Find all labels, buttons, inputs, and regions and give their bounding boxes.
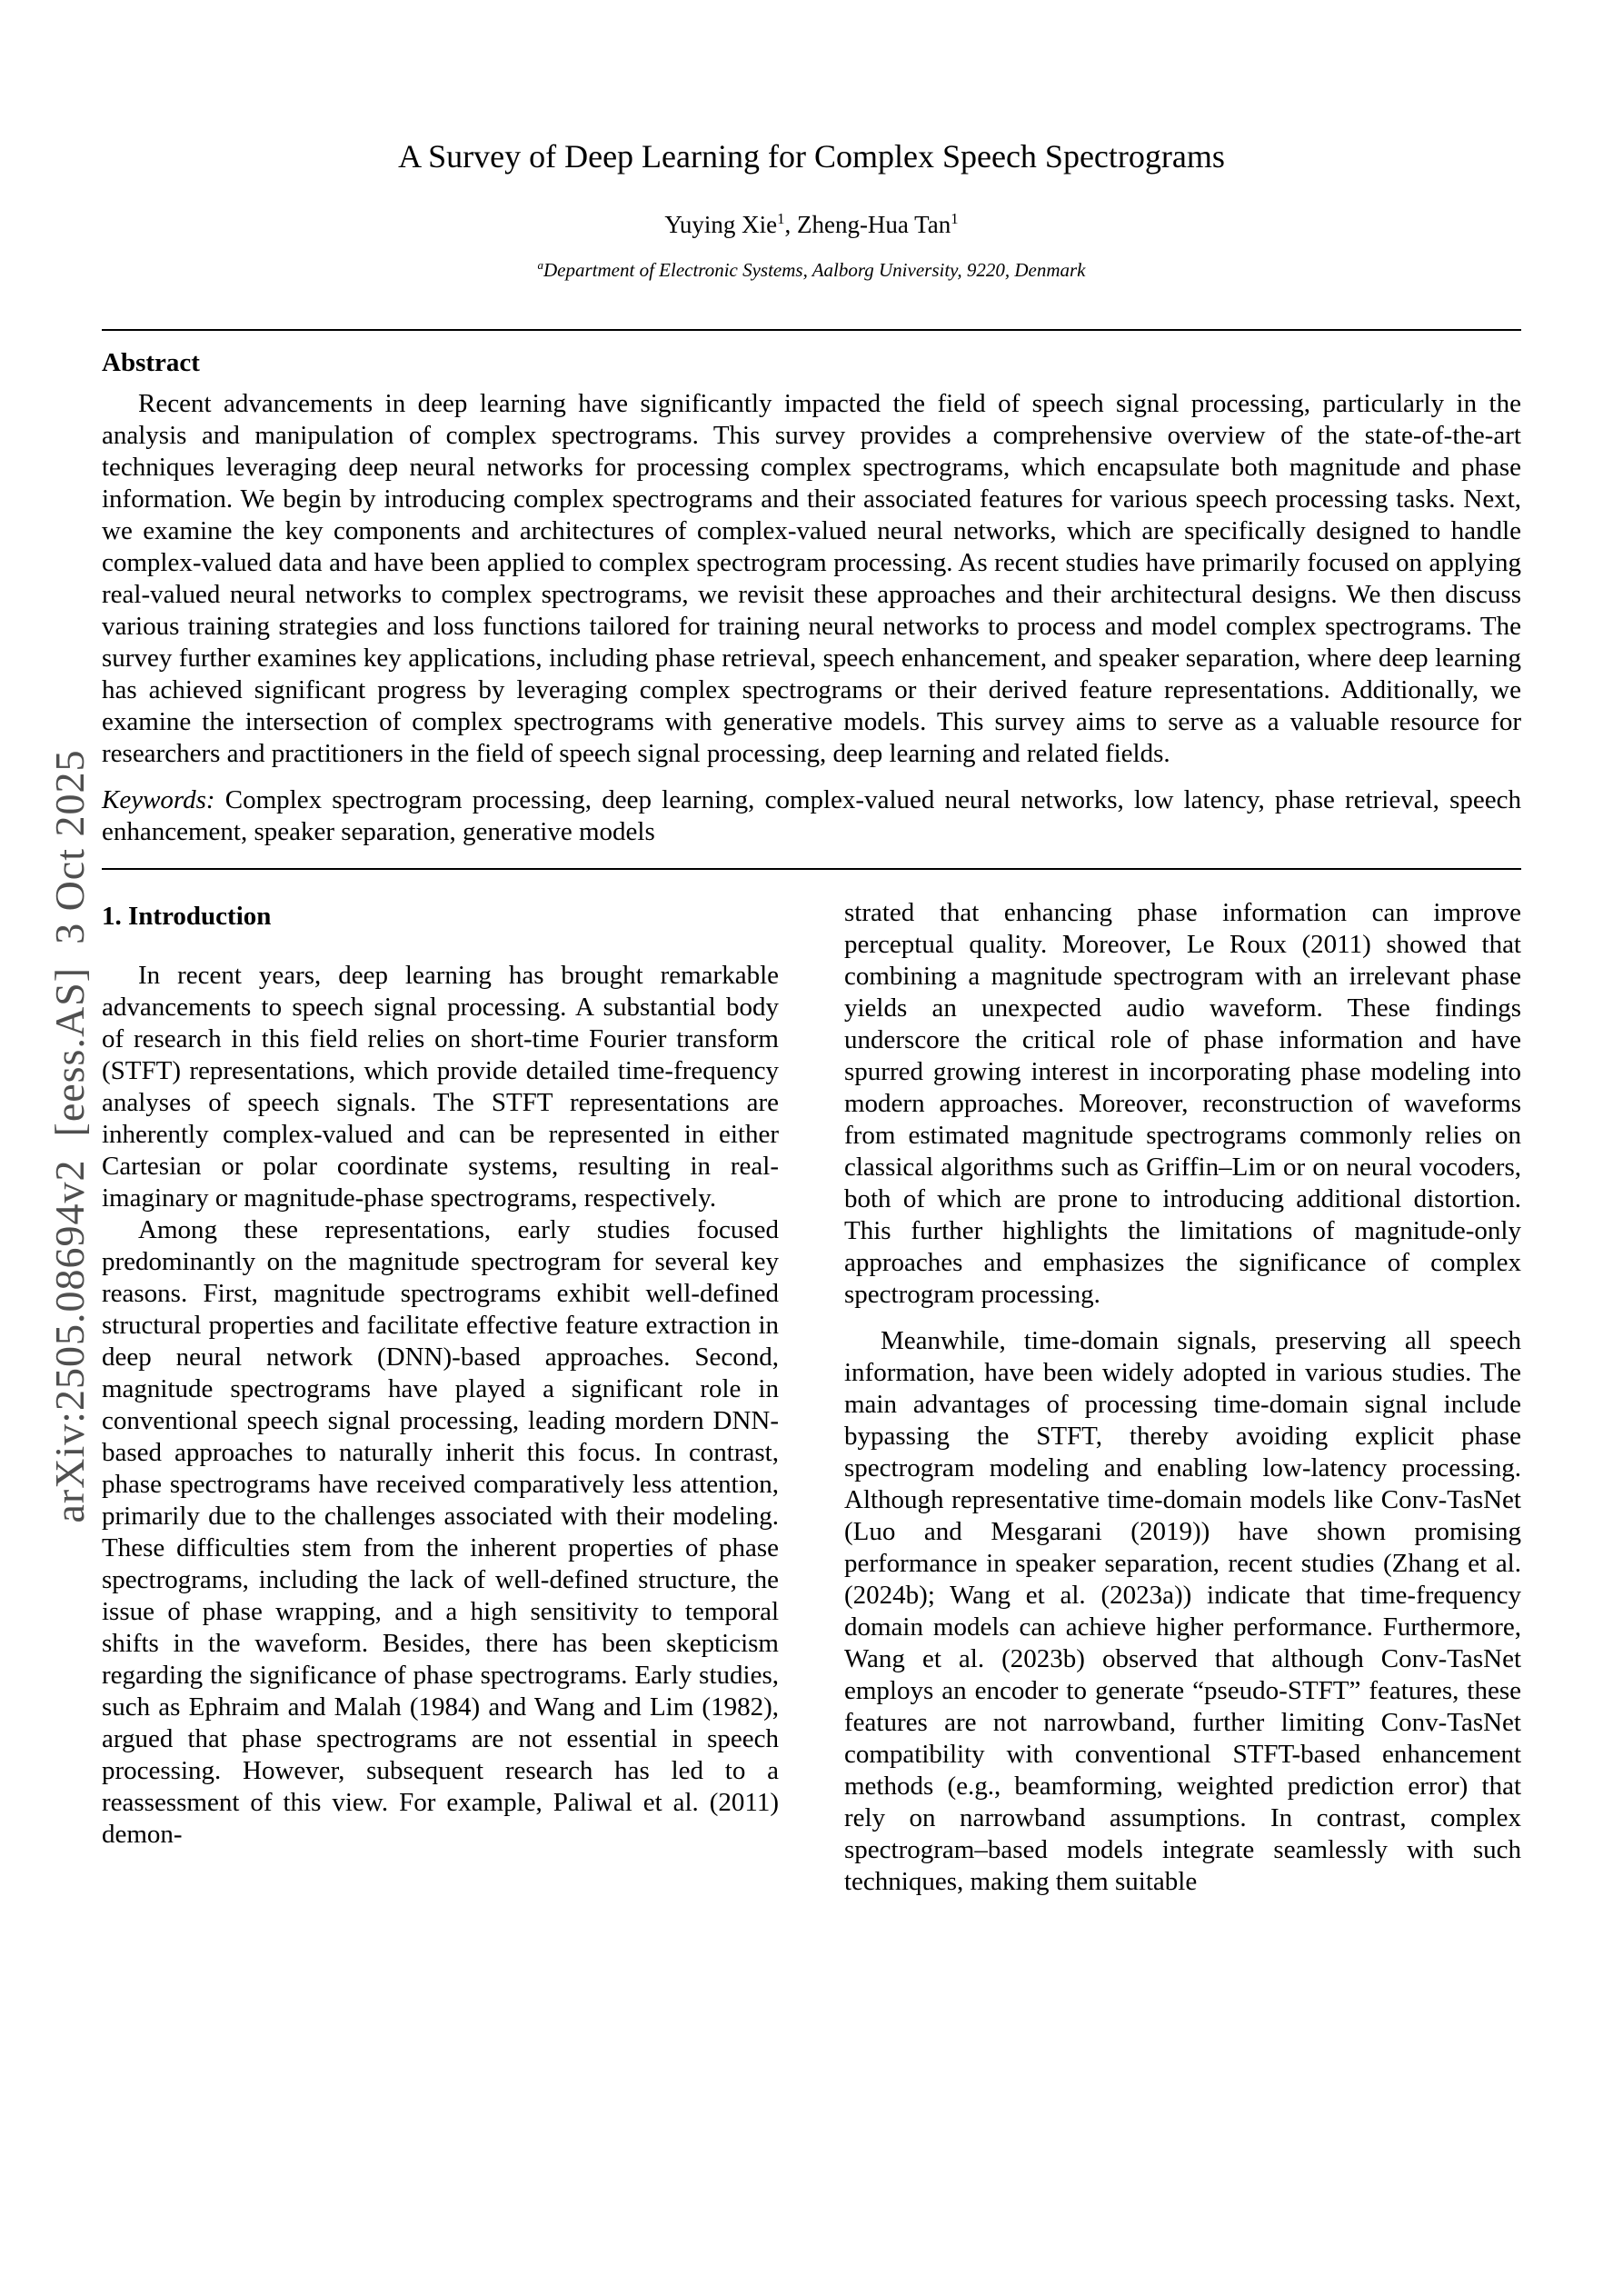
left-column [102,897,779,1898]
authors-line [102,209,1521,240]
keywords-label: Keywords: [102,785,215,814]
intro-paragraph-4: Meanwhile, time-domain signals, preserving all speech information, have been widely adopted in various studies. The main advantages of processing time-domain signal include bypassing the STFT, thereby avoiding explicit phase spectrogram modeling and enabling low-latency processing. Although representative time-domain models like Conv-TasNet (Luo and Mesgarani (2019)) have shown promising performance in speaker separation, recent studies (Zhang et al. (2024b); Wang et al. (2023a)) indicate that time-frequency domain models can achieve higher performance. Furthermore, Wang et al. (2023b) observed that although Conv-TasNet employs an encoder to generate “pseudo-STFT” features, these features are not narrowband, further limiting Conv-TasNet compatibility with conventional STFT-based enhancement methods (e.g., beamforming, weighted prediction error) that rely on narrowband assumptions. In contrast, complex spectrogram–based models integrate seamlessly with such techniques, making them suitable [844,1326,1521,1896]
arxiv-watermark: arXiv:2505.08694v2 [eess.AS] 3 Oct 2025 [46,749,93,1523]
keywords-line [102,784,1521,848]
body-columns [102,897,1521,1898]
affiliation-line [102,258,1521,282]
affiliation-mark: a [537,258,544,272]
abstract-text: Recent advancements in deep learning have significantly impacted the field of speech signal processing, particularly in the analysis and manipulation of complex spectrograms. This survey provides a comprehensive overview of the state-of-the-art techniques leveraging deep neural networks for processing complex spectrograms, which encapsulate both magnitude and phase information. We begin by introducing complex spectrograms and their associated features for various speech processing tasks. Next, we examine the key components and architectures of complex-valued neural networks, which are specifically designed to handle complex-valued data and have been applied to complex spectrogram processing. As recent studies have primarily focused on applying real-valued neural networks to complex spectrograms, we revisit these approaches and their architectural designs. We then discuss various training strategies and loss functions tailored for training neural networks to process and model complex spectrograms. The survey further examines key applications, including phase retrieval, speech enhancement, and speaker separation, where deep learning has achieved significant progress by leveraging complex spectrograms or their derived feature representations. Additionally, we examine the intersection of complex spectrograms with generative models. This survey aims to serve as a valuable resource for researchers and practitioners in the field of speech signal processing, deep learning and related fields. [102,389,1521,768]
author-affiliation-mark-2: 1 [951,210,959,227]
author-name-2: Zheng-Hua Tan [796,211,951,238]
right-column [844,897,1521,1898]
affiliation-text: Department of Electronic Systems, Aalborg University, 9220, Denmark [543,259,1086,281]
abstract-heading: Abstract [102,348,200,377]
paper-title: A Survey of Deep Learning for Complex Speech Spectrograms [398,138,1225,175]
keywords-text: Complex spectrogram processing, deep learning, complex-valued neural networks, low latency, phase retrieval, speech enhancement, speaker separation, generative models [102,785,1521,846]
abstract-section [102,347,1521,848]
section-heading-introduction: 1. Introduction [102,902,272,931]
intro-paragraph-2: Among these representations, early studies focused predominantly on the magnitude spectrogram for several key reasons. First, magnitude spectrograms exhibit well-defined structural properties and facilitate effective feature extraction in deep neural network (DNN)-based approaches. Second, magnitude spectrograms have played a significant role in conventional speech signal processing, leading mordern DNN-based approaches to naturally inherit this focus. In contrast, phase spectrograms have received comparatively less attention, primarily due to the challenges associated with their modeling. These difficulties stem from the inherent properties of phase spectrograms, including the lack of well-defined structure, the issue of phase wrapping, and a high sensitivity to temporal shifts in the waveform. Besides, there has been skepticism regarding the significance of phase spectrograms. Early studies, such as Ephraim and Malah (1984) and Wang and Lim (1982), argued that phase spectrograms are not essential in speech processing. However, subsequent research has led to a reassessment of this view. For example, Paliwal et al. (2011) demon- [102,1215,779,1849]
intro-paragraph-3: strated that enhancing phase information can improve perceptual quality. Moreover, Le Roux (2011) showed that combining a magnitude spectrogram with an irrelevant phase yields an unexpected audio waveform. These findings underscore the critical role of phase information and have spurred growing interest in incorporating phase modeling into modern approaches. Moreover, reconstruction of waveforms from estimated magnitude spectrograms commonly relies on classical algorithms such as Griffin–Lim or on neural vocoders, both of which are prone to introducing additional distortion. This further highlights the limitations of magnitude-only approaches and emphasizes the significance of complex spectrogram processing. [844,898,1521,1309]
abstract-rule [102,868,1521,870]
top-rule [102,329,1521,331]
paper-content [102,0,1521,1898]
intro-paragraph-1: In recent years, deep learning has brought remarkable advancements to speech signal processing. A substantial body of research in this field relies on short-time Fourier transform (STFT) representations, which provide detailed time-frequency analyses of speech signals. The STFT representations are inherently complex-valued and can be represented in either Cartesian or polar coordinate systems, resulting in real-imaginary or magnitude-phase spectrograms, respectively. [102,961,779,1213]
author-name-1: Yuying Xie [664,211,778,238]
author-affiliation-mark-1: 1 [777,210,785,227]
author-separator: , [784,211,797,238]
